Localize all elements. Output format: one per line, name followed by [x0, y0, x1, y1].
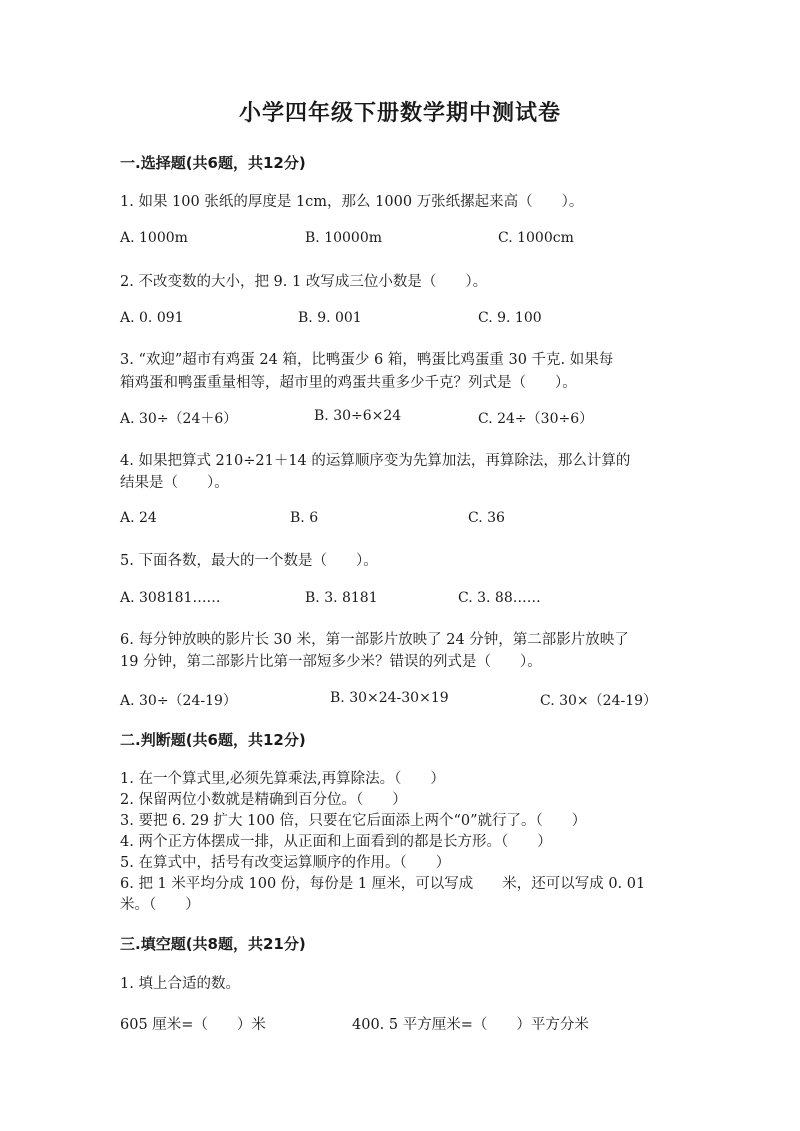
option-b: B. 9. 001 — [298, 310, 362, 326]
option-b: B. 6 — [290, 510, 319, 526]
judge-item: 1. 在一个算式里,必须先算乘法,再算除法。（ ） — [120, 771, 445, 787]
question-stem: 结果是（ ）。 — [120, 475, 229, 491]
section-heading-fill: 三.填空题(共8题，共21分) — [120, 935, 306, 953]
option-a: A. 1000m — [120, 230, 188, 246]
option-c: C. 9. 100 — [478, 310, 542, 326]
judge-item: 5. 在算式中，括号有改变运算顺序的作用。（ ） — [120, 855, 451, 871]
fill-item: 605 厘米=（ ）米 — [120, 1017, 266, 1033]
judge-item: 米。（ ） — [120, 897, 200, 913]
page-title: 小学四年级下册数学期中测试卷 — [238, 100, 561, 126]
judge-item: 6. 把 1 米平均分成 100 份，每份是 1 厘米，可以写成 米，还可以写成 0. 01 — [120, 876, 646, 892]
option-b: B. 30÷6×24 — [314, 408, 402, 424]
question-stem: 5. 下面各数，最大的一个数是（ ）。 — [120, 553, 378, 569]
option-c: C. 3. 88…… — [458, 590, 541, 606]
section-heading-judge: 二.判断题(共6题，共12分) — [120, 731, 306, 749]
option-a: A. 24 — [120, 510, 157, 526]
judge-item: 4. 两个正方体摆成一排，从正面和上面看到的都是长方形。（ ） — [120, 834, 552, 850]
option-c: C. 36 — [468, 510, 505, 526]
question-stem: 3. “欢迎”超市有鸡蛋 24 箱，比鸭蛋少 6 箱，鸭蛋比鸡蛋重 30 千克. 如果每 — [120, 352, 614, 368]
option-a: A. 30÷（24-19） — [120, 693, 237, 709]
option-c: C. 1000cm — [498, 230, 574, 246]
option-a: A. 308181…… — [120, 590, 221, 606]
option-b: B. 10000m — [305, 230, 382, 246]
option-a: A. 0. 091 — [120, 310, 184, 326]
question-stem: 箱鸡蛋和鸭蛋重量相等，超市里的鸡蛋共重多少千克？列式是（ ）。 — [120, 375, 577, 391]
question-stem: 2. 不改变数的大小，把 9. 1 改写成三位小数是（ ）。 — [120, 274, 488, 290]
option-b: B. 3. 8181 — [305, 590, 378, 606]
judge-item: 2. 保留两位小数就是精确到百分位。（ ） — [120, 792, 407, 808]
section-heading-choice: 一.选择题(共6题，共12分) — [120, 154, 306, 172]
question-stem: 1. 如果 100 张纸的厚度是 1cm，那么 1000 万张纸摞起来高（ ）。 — [120, 194, 584, 210]
option-c: C. 30×（24-19） — [540, 693, 658, 709]
question-stem: 6. 每分钟放映的影片长 30 米，第一部影片放映了 24 分钟，第二部影片放映了 — [120, 632, 629, 648]
option-b: B. 30×24-30×19 — [330, 690, 449, 706]
option-c: C. 24÷（30÷6） — [478, 411, 594, 427]
question-stem: 19 分钟，第二部影片比第一部短多少米？错误的列式是（ ）。 — [120, 654, 542, 670]
fill-item: 400. 5 平方厘米=（ ）平方分米 — [352, 1017, 589, 1033]
question-stem: 1. 填上合适的数。 — [120, 976, 240, 992]
judge-item: 3. 要把 6. 29 扩大 100 倍，只要在它后面添上两个“0”就行了。（ ） — [120, 813, 587, 829]
option-a: A. 30÷（24＋6） — [120, 411, 238, 427]
question-stem: 4. 如果把算式 210÷21＋14 的运算顺序变为先算加法，再算除法，那么计算的 — [120, 453, 631, 469]
